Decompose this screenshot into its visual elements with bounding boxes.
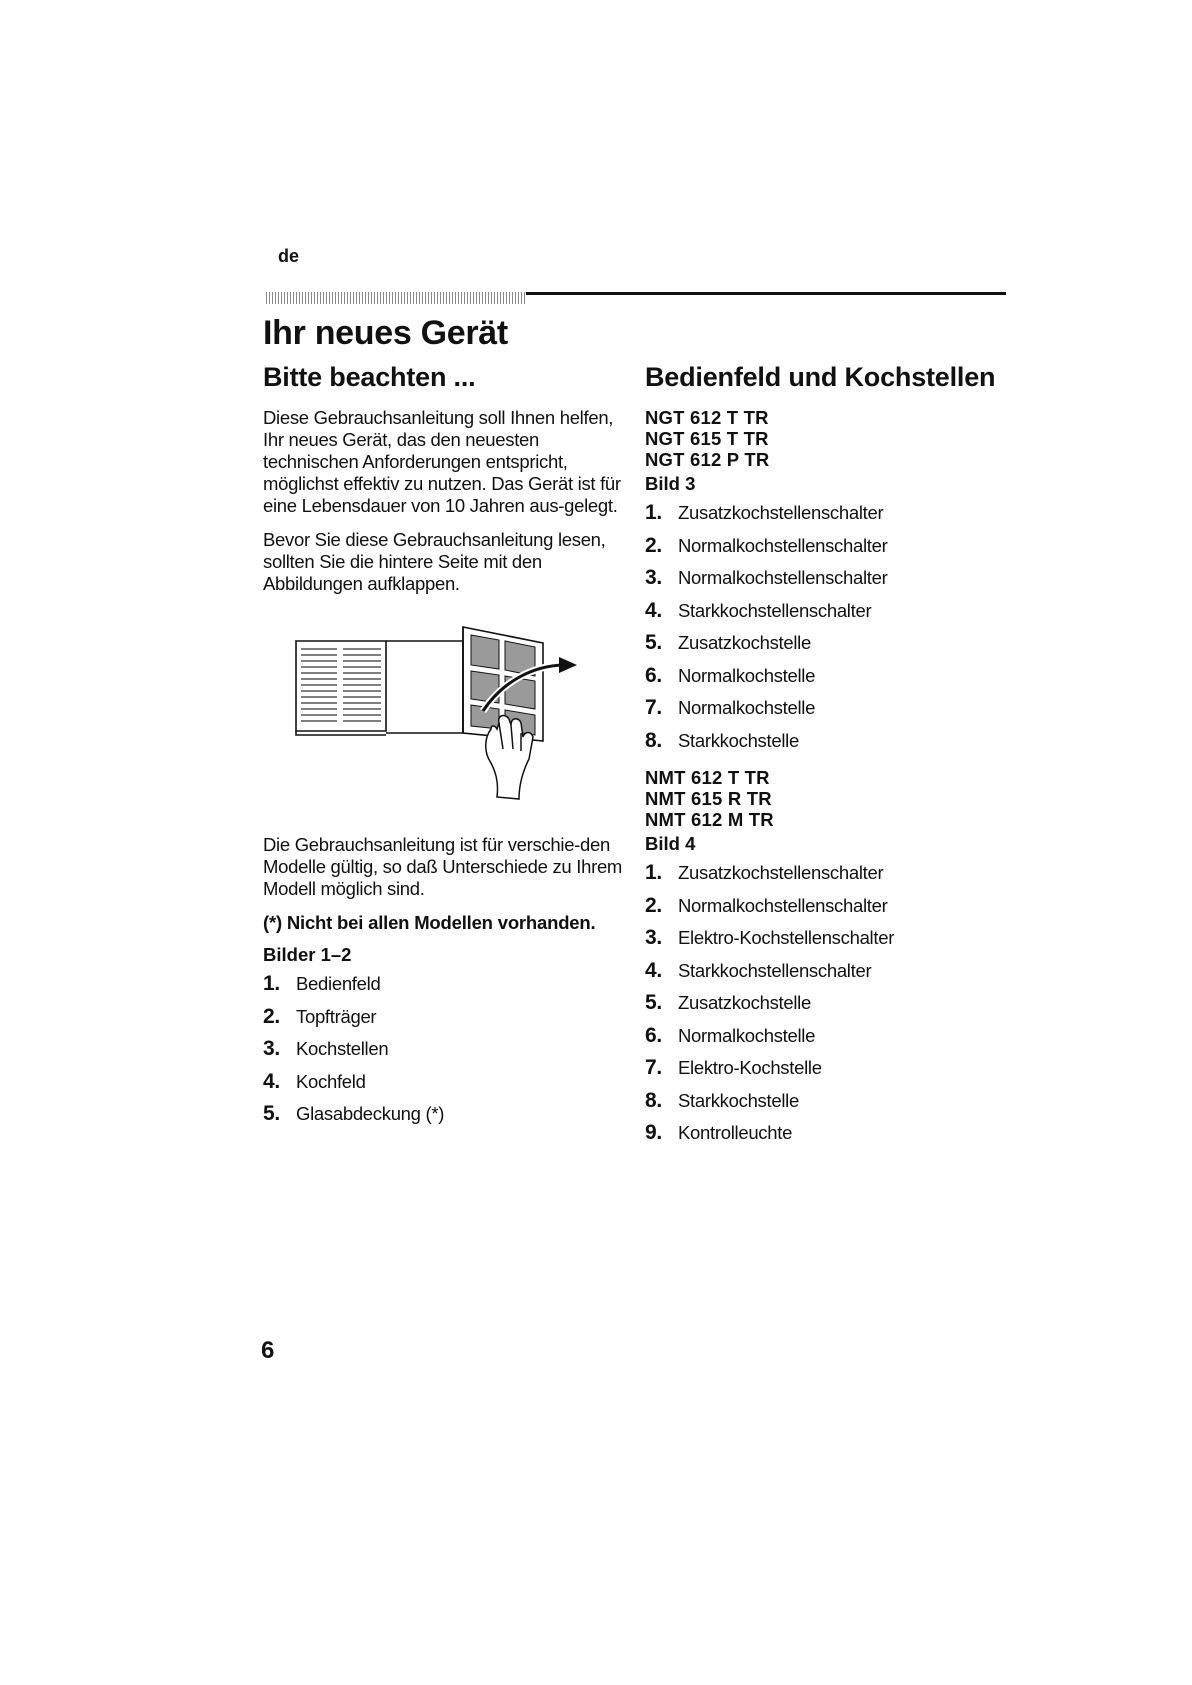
list-item: 2. Normalkochstellenschalter <box>645 533 888 557</box>
list-item: 3. Elektro-Kochstellenschalter <box>645 926 895 949</box>
page-title: Ihr neues Gerät <box>263 314 508 352</box>
section-title-notice: Bitte beachten ... <box>263 362 476 392</box>
list-item: 8. Starkkochstelle <box>645 1088 799 1112</box>
list-item: 9. Kontrolleuchte <box>645 1121 793 1144</box>
intro-paragraph: Diese Gebrauchsanleitung soll Ihnen helfen, Ihr neues Gerät, das den neuesten technischen Anforderungen entspricht, möglichst effektiv zu nutzen. Das Gerät ist für eine Lebensdauer von 10 Jahren aus-gelegt. <box>263 407 621 516</box>
unfold-manual-illustration <box>293 621 593 811</box>
list-item: 7. Normalkochstelle <box>645 696 816 719</box>
figure-reference: Bilder 1–2 <box>263 944 352 965</box>
model-list-ngt: NGT 612 T TR NGT 615 T TR NGT 612 P TR <box>645 407 770 470</box>
list-item: 1. Zusatzkochstellenschalter <box>645 861 884 884</box>
list-item: 2. Normalkochstellenschalter <box>645 893 888 917</box>
list-item: 4. Starkkochstellenschalter <box>645 958 872 982</box>
controls-list-nmt <box>645 861 1025 1154</box>
model-list-nmt: NMT 612 T TR NMT 615 R TR NMT 612 M TR <box>645 767 774 830</box>
list-item: 5. Zusatzkochstelle <box>645 991 811 1014</box>
right-column <box>645 362 1025 1160</box>
foldout-paragraph: Bevor Sie diese Gebrauchsanleitung lesen, sollten Sie die hintere Seite mit den Abbildungen aufklappen. <box>263 529 606 594</box>
list-item: 6. Normalkochstelle <box>645 663 816 687</box>
list-item: 1. Bedienfeld <box>263 972 381 995</box>
list-item: 5. Zusatzkochstelle <box>645 631 811 654</box>
availability-note: (*) Nicht bei allen Modellen vorhanden. <box>263 912 596 933</box>
page-number: 6 <box>261 1337 275 1364</box>
models-validity-paragraph: Die Gebrauchsanleitung ist für verschie-den Modelle gültig, so daß Unterschiede zu Ihrem Modell möglich sind. <box>263 834 623 899</box>
list-item: 5. Glasabdeckung (*) <box>263 1102 445 1125</box>
figure-reference: Bild 4 <box>645 833 696 854</box>
header-rule-hatched <box>266 292 526 304</box>
list-item: 3. Normalkochstellenschalter <box>645 566 888 589</box>
left-column <box>263 362 623 1141</box>
list-item: 7. Elektro-Kochstelle <box>645 1056 822 1079</box>
figure-reference: Bild 3 <box>645 473 696 494</box>
list-item: 4. Kochfeld <box>263 1069 366 1093</box>
list-item: 4. Starkkochstellenschalter <box>645 598 872 622</box>
language-label: de <box>278 246 300 266</box>
controls-list-ngt <box>645 501 1025 761</box>
list-item: 8. Starkkochstelle <box>645 728 799 752</box>
list-item: 1. Zusatzkochstellenschalter <box>645 501 884 524</box>
list-item: 3. Kochstellen <box>263 1037 389 1060</box>
parts-list <box>263 972 623 1135</box>
header-rule-line <box>526 292 1006 295</box>
list-item: 2. Topfträger <box>263 1004 377 1028</box>
list-item: 6. Normalkochstelle <box>645 1023 816 1047</box>
section-title-controls: Bedienfeld und Kochstellen <box>645 362 996 392</box>
